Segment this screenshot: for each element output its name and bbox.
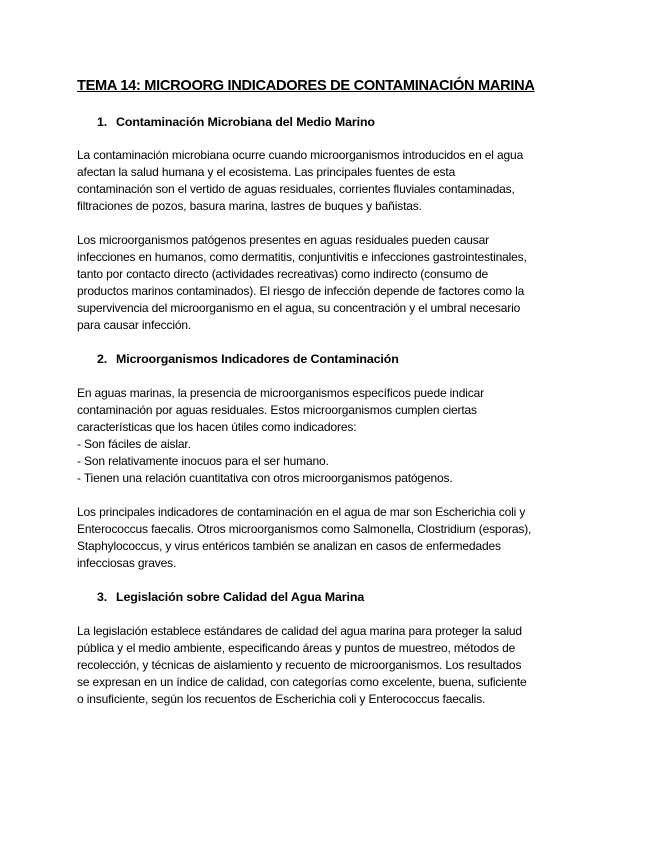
section-heading-1: [97, 114, 375, 130]
paragraph-line: La contaminación microbiana ocurre cuando microorganismos introducidos en el agua: [77, 148, 524, 162]
paragraph-line: Los principales indicadores de contaminación en el agua de mar son Escherichia coli y: [77, 505, 526, 519]
paragraph-line: supervivencia del microorganismo en el agua, su concentración y el umbral necesario: [77, 301, 521, 315]
paragraph-line: infecciosas graves.: [77, 556, 177, 570]
section-heading-3: [97, 589, 364, 605]
paragraph: [77, 232, 587, 334]
paragraph: [77, 147, 587, 215]
section-title: Legislación sobre Calidad del Agua Marina: [116, 590, 365, 604]
paragraph-line: En aguas marinas, la presencia de microorganismos específicos puede indicar: [77, 386, 484, 400]
section-title: Contaminación Microbiana del Medio Marino: [116, 115, 375, 129]
paragraph-line: filtraciones de pozos, basura marina, lastres de buques y bañistas.: [77, 199, 422, 213]
paragraph-line: afectan la salud humana y el ecosistema. Las principales fuentes de esta: [77, 165, 456, 179]
paragraph-line: tanto por contacto directo (actividades recreativas) como indirecto (consumo de: [77, 267, 489, 281]
section-heading-2: [97, 351, 399, 367]
paragraph-line: para causar infección.: [77, 318, 192, 332]
paragraph-line: contaminación por aguas residuales. Estos microorganismos cumplen ciertas: [77, 403, 477, 417]
document-title: TEMA 14: MICROORG INDICADORES DE CONTAMINACIÓN MARINA: [77, 78, 535, 94]
list-item: - Tienen una relación cuantitativa con otros microorganismos patógenos.: [77, 471, 453, 485]
paragraph-line: Enterococcus faecalis. Otros microorganismos como Salmonella, Clostridium (esporas),: [77, 522, 532, 536]
paragraph-line: contaminación son el vertido de aguas residuales, corrientes fluviales contaminadas,: [77, 182, 515, 196]
paragraph-line: pública y el medio ambiente, especificando áreas y puntos de muestreo, métodos de: [77, 641, 516, 655]
paragraph-line: productos marinos contaminados). El riesgo de infección depende de factores como la: [77, 284, 525, 298]
paragraph-line: infecciones en humanos, como dermatitis, conjuntivitis e infecciones gastrointestinales,: [77, 250, 527, 264]
section-number: 3.: [97, 590, 108, 604]
paragraph-line: Los microorganismos patógenos presentes en aguas residuales pueden causar: [77, 233, 489, 247]
paragraph-line: características que los hacen útiles como indicadores:: [77, 420, 357, 434]
list-item: - Son relativamente inocuos para el ser humano.: [77, 454, 329, 468]
paragraph-line: se expresan en un índice de calidad, con categorías como excelente, buena, suficiente: [77, 675, 527, 689]
list-item: - Son fáciles de aislar.: [77, 437, 191, 451]
paragraph: [77, 504, 587, 572]
paragraph-line: Staphylococcus, y virus entéricos también se analizan en casos de enfermedades: [77, 539, 501, 553]
section-number: 1.: [97, 115, 108, 129]
paragraph-line: La legislación establece estándares de calidad del agua marina para proteger la salud: [77, 624, 522, 638]
paragraph-line: recolección, y técnicas de aislamiento y recuento de microorganismos. Los resultados: [77, 658, 522, 672]
paragraph: [77, 623, 587, 708]
paragraph: [77, 385, 587, 487]
section-number: 2.: [97, 352, 108, 366]
paragraph-line: o insuficiente, según los recuentos de Escherichia coli y Enterococcus faecalis.: [77, 692, 486, 706]
section-title: Microorganismos Indicadores de Contaminación: [116, 352, 399, 366]
